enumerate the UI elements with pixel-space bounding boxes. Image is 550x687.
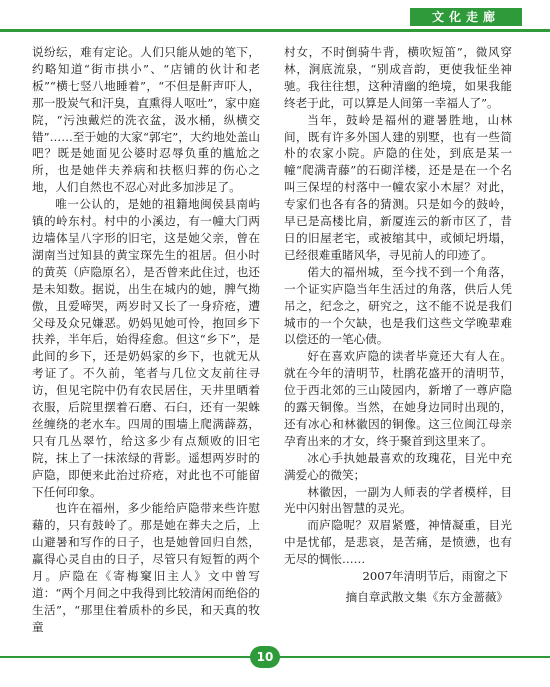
body-paragraph: 也许在福州，多少能给庐隐带来些许慰藉的，只有鼓岭了。那是她在葬夫之后，上山避暑和写作的日子，也是她曾回归自然，赢得心灵自由的日子，尽管只有短暂的两个月。庐隐在《寄梅窠旧主人》文中曾写道：“两个月间之中我得到比较清闲而绝俗的生活”，“那里住着质朴的乡民，和天真的牧童: [32, 501, 260, 634]
body-paragraph: 而庐隐呢？双眉紧蹙，神情凝重，目光中是忧郁，是悲哀，是苦痛，是愤懑，也有无尽的惆怅……: [284, 518, 512, 567]
section-tab: 文化走廊: [410, 8, 522, 26]
body-paragraph: 林徽因，一副为人师表的学者模样，目光中闪射出智慧的灵光。: [284, 484, 512, 516]
body-paragraph: 偌大的福州城，至今找不到一个角落，一个证实庐隐当年生活过的角落，供后人凭吊之，纪念之，研究之，这不能不说是我们城市的一个欠缺，也是我们这些文学晚辈难以偿还的一笔心债。: [284, 264, 512, 347]
body-paragraph: 当年，鼓岭是福州的避暑胜地，山林间，既有许多外国人建的别墅，也有一些简朴的农家小院。庐隐的住处，到底是某一幢“爬满青藤”的石砌洋楼，还是是在一个名叫三保埕的村落中一幢农家小木屋？对此，专家们也各有各的猜测。只是如今的鼓岭，早已是高楼比肩，新厦连云的新市区了，昔日的旧屋老宅，或被缩其中，或倾圮坍塌，已经很难重睹风华，寻见前人的印迹了。: [284, 112, 512, 262]
body-paragraph: 说纷纭，难有定论。人们只能从她的笔下，约略知道“街市拱小”、“店铺的伙计和老板”“横七竖八地睡着”，“不但是鼾声吓人，那一股炭气和汗臭，直熏得人呕吐”，家中庭院，“污浊戴烂的洗衣盆，汲水桶，纵横交错”……至于她的大家“郭宅”，大约地处盖山吧？既是她面见公婆时忍辱负重的尴尬之所，也是她伴夫养病和扶柩归葬的伤心之地，人们自然也不忍心对此多加涉足了。: [32, 45, 260, 195]
body-paragraph: 唯一公认的，是她的祖籍地闽侯县南屿镇的岭东村。村中的小溪边，有一幢大门两边墙体呈八字形的旧宅，这是她父亲，曾在湖南当过知县的黄宝琛先生的祖居。但小时的黄英（庐隐原名），是否曾来此住过，也还是未知数。据说，出生在城内的她，脾气拗傲，且爱啼哭，两岁时又长了一身疥疮，遭父母及众兄嫌恶。奶妈见她可怜，抱回乡下扶养，半年后，始得痊愈。但这“乡下”，是此间的乡下，还是奶妈家的乡下，也就无从考证了。不久前，笔者与几位文友前往寻访，但见宅院中仍有农民居住，天井里晒着衣服，后院里摆着石磨、石臼，还有一架蛛丝缠绕的老水车。四周的围墙上爬满薜荔，只有几丛翠竹，给这多少有点颓败的旧宅院，抹上了一抹浓绿的背影。遥想两岁时的庐隐，即便来此治过疥疮，对此也不可能留下任何印象。: [32, 197, 260, 499]
page-number: 10: [250, 646, 280, 668]
body-paragraph: 冰心手执她最喜欢的玫瑰花，目光中充满爱心的微笑；: [284, 450, 512, 482]
header-band: [0, 0, 550, 34]
body-paragraph: 好在喜欢庐隐的读者毕竟还大有人在。就在今年的清明节，杜鹃花盛开的清明节，位于西北郊的三山陵园内，新增了一尊庐隐的露天铜像。当然，在她身边同时出现的，还有冰心和林徽因的铜像。这三位闽江母亲孕育出来的才女，终于聚首到这里来了。: [284, 349, 512, 448]
header-rule: [0, 29, 550, 32]
dateline: 2007年清明节后，雨窗之下: [362, 569, 508, 584]
body-paragraph: 村女，不时倒骑牛背，横吹短笛”，微风穿林，涧底流泉，“别成音韵，更使我怔坐神驰。我往往想，这种清幽的绝境，如果我能终老于此，可以算是人间第一幸福人了”。: [284, 45, 512, 110]
source-note: 摘自章武散文集《东方金蔷薇》: [345, 590, 508, 604]
left-column: [32, 44, 260, 634]
right-column: [284, 44, 512, 634]
